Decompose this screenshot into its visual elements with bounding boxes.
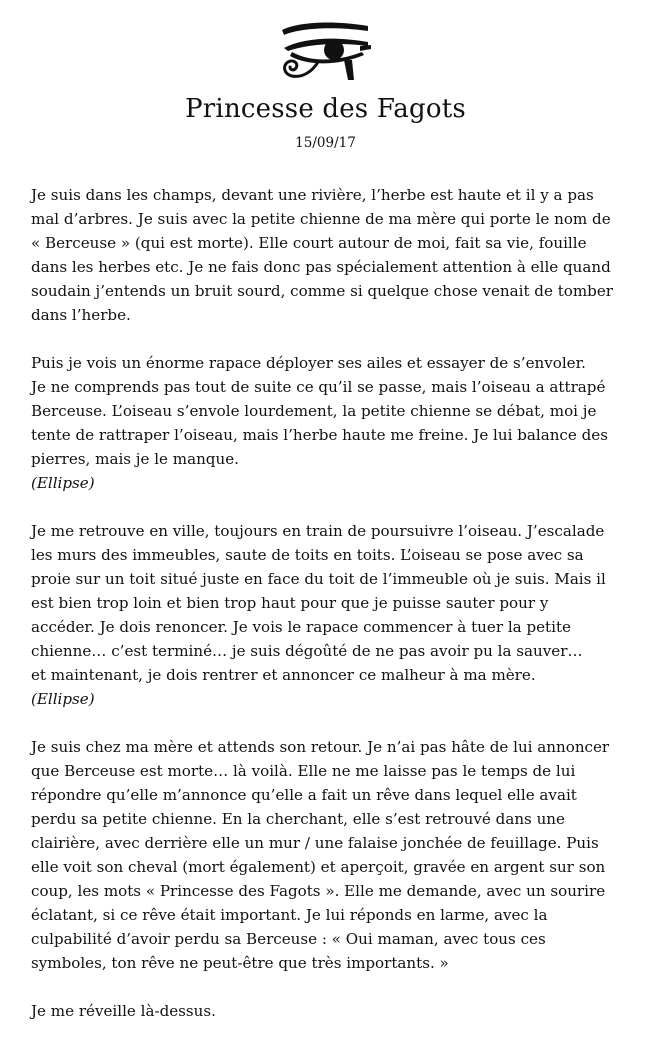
paragraph	[31, 351, 626, 495]
text-line: dans les herbes etc. Je ne fais donc pas spécialement attention à elle quand	[31, 258, 611, 276]
text-line: clairière, avec derrière elle un mur / une falaise jonchée de feuillage. Puis	[31, 834, 599, 852]
text-line: mal d’arbres. Je suis avec la petite chienne de ma mère qui porte le nom de	[31, 210, 611, 228]
text-line: dans l’herbe.	[31, 306, 131, 324]
text-line: proie sur un toit situé juste en face du toit de l’immeuble où je suis. Mais il	[31, 570, 606, 588]
text-line: pierres, mais je le manque.	[31, 450, 239, 468]
text-line: répondre qu’elle m’annonce qu’elle a fait un rêve dans lequel elle avait	[31, 786, 577, 804]
text-line: accéder. Je dois renoncer. Je vois le rapace commencer à tuer la petite	[31, 618, 571, 636]
text-line: éclatant, si ce rêve était important. Je lui réponds en larme, avec la	[31, 906, 548, 924]
text-line: Je me réveille là-dessus.	[31, 1002, 216, 1020]
text-line: culpabilité d’avoir perdu sa Berceuse : « Oui maman, avec tous ces	[31, 930, 546, 948]
text-line: soudain j’entends un bruit sourd, comme si quelque chose venait de tomber	[31, 282, 613, 300]
text-line: Puis je vois un énorme rapace déployer ses ailes et essayer de s’envoler.	[31, 354, 586, 372]
text-line: chienne… c’est terminé… je suis dégoûté de ne pas avoir pu la sauver…	[31, 642, 583, 660]
text-line: est bien trop loin et bien trop haut pour que je puisse sauter pour y	[31, 594, 549, 612]
post-date: 15/09/17	[295, 135, 356, 151]
text-line: que Berceuse est morte… là voilà. Elle ne me laisse pas le temps de lui	[31, 762, 576, 780]
text-line: Je ne comprends pas tout de suite ce qu’il se passe, mais l’oiseau a attrapé	[31, 378, 606, 396]
dream-story	[31, 183, 626, 1047]
text-line: « Berceuse » (qui est morte). Elle court autour de moi, fait sa vie, fouille	[31, 234, 587, 252]
eye-of-horus-icon	[278, 18, 372, 88]
page-title: Princesse des Fagots	[185, 94, 466, 124]
text-line: perdu sa petite chienne. En la cherchant, elle s’est retrouvé dans une	[31, 810, 565, 828]
text-line: Je suis chez ma mère et attends son retour. Je n’ai pas hâte de lui annoncer	[31, 738, 610, 756]
ellipse-note: (Ellipse)	[31, 474, 95, 492]
text-line: Je suis dans les champs, devant une rivière, l’herbe est haute et il y a pas	[31, 186, 594, 204]
paragraph	[31, 735, 626, 975]
text-line: tente de rattraper l’oiseau, mais l’herbe haute me freine. Je lui balance des	[31, 426, 608, 444]
text-line: Je me retrouve en ville, toujours en train de poursuivre l’oiseau. J’escalade	[31, 522, 605, 540]
text-line: les murs des immeubles, saute de toits en toits. L’oiseau se pose avec sa	[31, 546, 584, 564]
text-line: Berceuse. L’oiseau s’envole lourdement, la petite chienne se débat, moi je	[31, 402, 597, 420]
text-line: symboles, ton rêve ne peut-être que très importants. »	[31, 954, 449, 972]
ellipse-note: (Ellipse)	[31, 690, 95, 708]
text-line: elle voit son cheval (mort également) et aperçoit, gravée en argent sur son	[31, 858, 606, 876]
paragraph	[31, 519, 626, 711]
paragraph	[31, 999, 626, 1023]
text-line: et maintenant, je dois rentrer et annoncer ce malheur à ma mère.	[31, 666, 536, 684]
paragraph	[31, 183, 626, 327]
text-line: coup, les mots « Princesse des Fagots ». Elle me demande, avec un sourire	[31, 882, 606, 900]
